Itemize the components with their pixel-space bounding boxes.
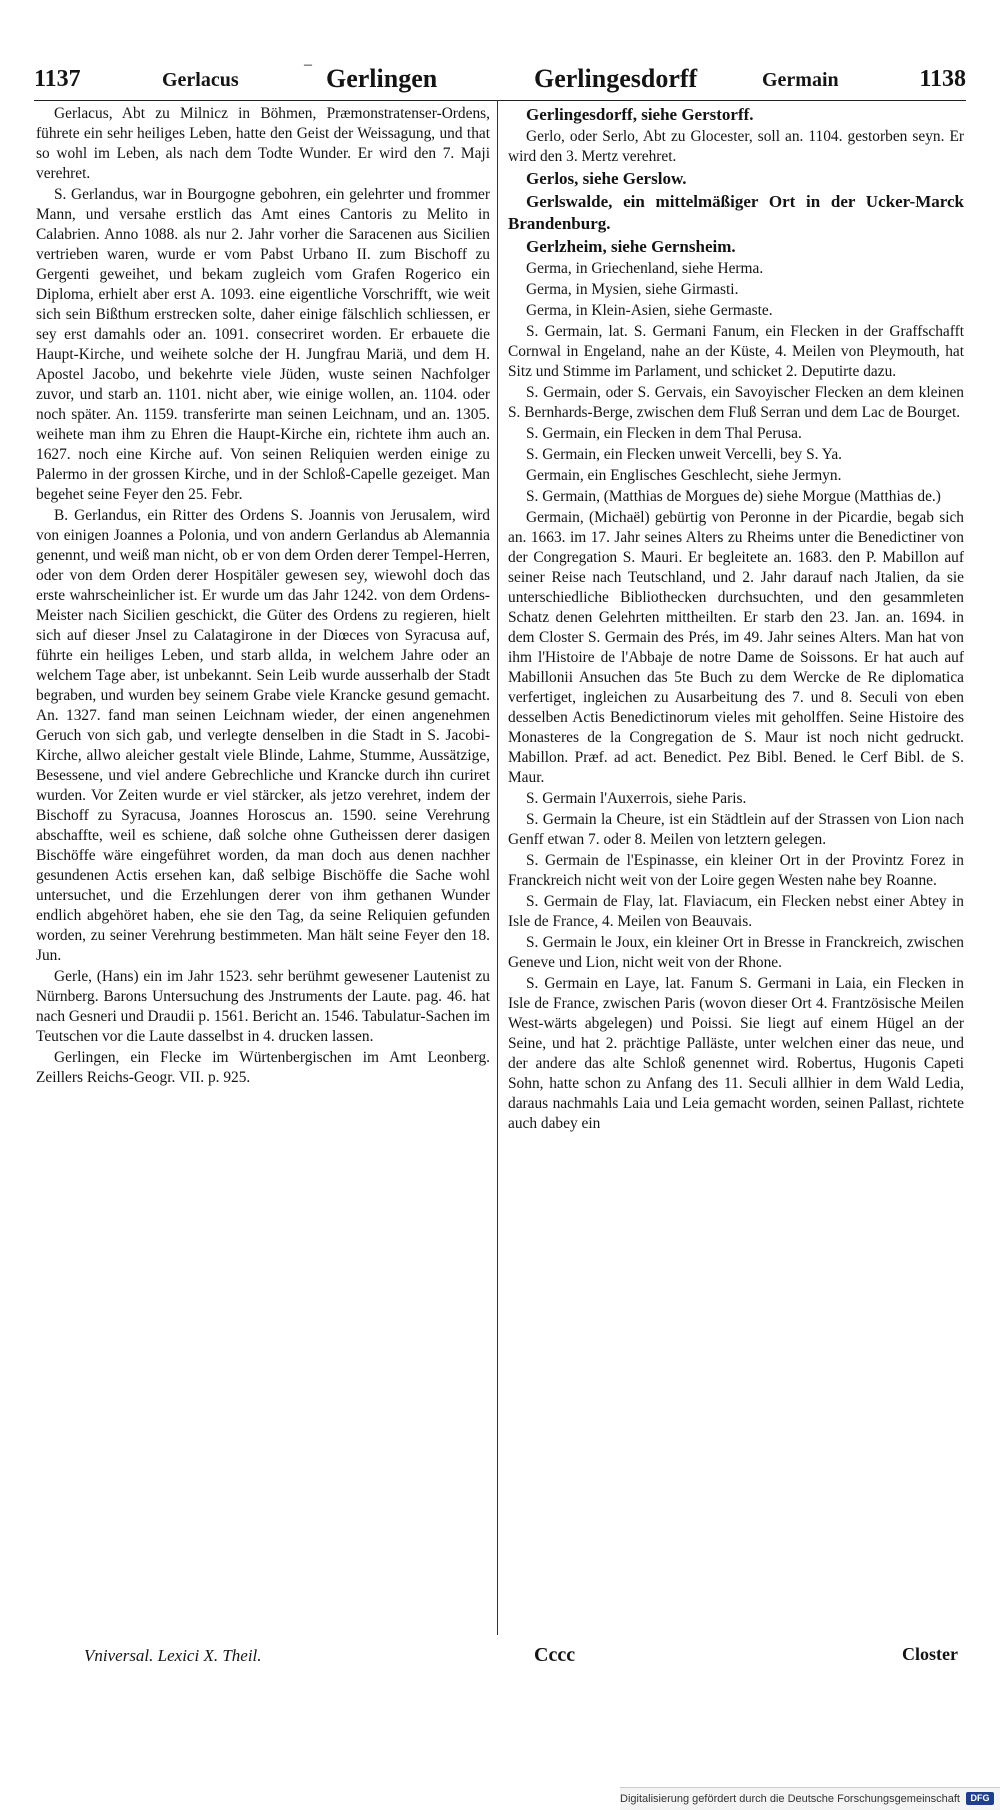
- signature-line: Vniversal. Lexici X. Theil.: [84, 1646, 262, 1665]
- dictionary-entry: Gerle, (Hans) ein im Jahr 1523. sehr berühmt gewesener Lautenist zu Nürnberg. Barons Untersuchung des Jnstruments der Laute. pag. 46. hat nach Gesneri und Draudii p. 1561. Bericht an. 1546. Tabulatur-Sachen im Teutschen vor die Laute dasselbst in 4. drucken lassen.: [36, 968, 490, 1045]
- dictionary-entry: S. Germain en Laye, lat. Fanum S. Germani in Laia, ein Flecken in Isle de France, zwischen Paris (wovon dieser Ort 4. Frantzösische Meilen West-wärts abgelegen) und Poissi. Sie liegt auf einem Hügel an der Seine, und hat 2. prächtige Palläste, unter welchen einer das neue, und der andere das alte Schloß genennet wird. Robertus, Hugonis Capeti Sohn, hatte schon zu Anfang des 11. Seculi allhier in dem Wald Ledia, daraus nachmahls Laia und Leia gemacht worden, seinen Pallast, richtete auch dabey ein: [508, 975, 964, 1132]
- column-divider: [497, 100, 498, 1635]
- dfg-credit-bar: [620, 1787, 1000, 1810]
- dictionary-entry: Germa, in Mysien, siehe Girmasti.: [526, 281, 739, 298]
- left-page-number: 1137: [34, 66, 81, 92]
- dictionary-entry: S. Germain, ein Flecken in dem Thal Perusa.: [526, 425, 802, 442]
- dictionary-entry: Gerlingesdorff, siehe Gerstorff.: [526, 105, 754, 124]
- dfg-credit-text: Digitalisierung gefördert durch die Deutsche Forschungsgemeinschaft: [620, 1793, 960, 1805]
- left-column: [36, 104, 490, 1089]
- dictionary-entry: Gerlingen, ein Flecke im Würtenbergischen im Amt Leonberg. Zeillers Reichs-Geogr. VII. p. 925.: [36, 1049, 490, 1086]
- sheet-signature-mark: Cccc: [534, 1644, 576, 1666]
- dictionary-entry: Gerlswalde, ein mittelmäßiger Ort in der Ucker-Marck Brandenburg.: [508, 192, 964, 233]
- right-guide-word: Germain: [762, 69, 839, 91]
- dictionary-entry: S. Germain l'Auxerrois, siehe Paris.: [526, 790, 747, 807]
- dfg-logo-icon: DFG: [966, 1792, 994, 1805]
- left-running-head: Gerlingen: [326, 64, 438, 93]
- right-running-head: Gerlingesdorff: [534, 64, 698, 93]
- dictionary-entry: Gerlacus, Abt zu Milnicz in Böhmen, Præmonstratenser-Ordens, führete ein sehr heiliges Leben, hatte den Geist der Weissagung, und that so wohl im Leben, als nach dem Todte Wunder. Er wird den 7. Maji verehret.: [36, 105, 490, 182]
- dictionary-entry: S. Germain, lat. S. Germani Fanum, ein Flecken in der Graffschafft Cornwal in Engeland, nahe an der Küste, 4. Meilen von Pleymouth, hat Sitz und Stimme im Parlament, und schicket 2. Deputirte dazu.: [508, 323, 964, 380]
- dictionary-entry: S. Germain, ein Flecken unweit Vercelli, bey S. Ya.: [526, 446, 843, 463]
- dictionary-entry: S. Germain de Flay, lat. Flaviacum, ein Flecken nebst einer Abtey in Isle de France, 4. Meilen von Beauvais.: [508, 893, 964, 930]
- dictionary-entry: B. Gerlandus, ein Ritter des Ordens S. Joannis von Jerusalem, wird von einigen Joannes a Polonia, und von andern Gerlandus ab Alemannia genennt, und weiß man nicht, ob er von dem Orden derer Tempel-Herren, oder von dem Orden derer Hospitäler gewesen sey, wiewohl doch das erste wahrscheinlicher ist. Er wurde um das Jahr 1242. von dem Ordens-Meister nach Sicilien geschickt, die Güter des Ordens zu regieren, hielt sich auf dieser Jnsel zu Calatagirone in der Diœces von Syracusa auf, führte ein heiliges Leben, und starb allda, in welchem Jahre oder an welchem Tage aber, ist unbekannt. Sein Leib wurde ausserhalb der Stadt begraben, und wurden bey seinem Grabe viele Krancke gesund gemacht. An. 1327. fand man seinen Leichnam wieder, der einen angenehmen Geruch von sich gab, und verlegte denselben in die Stadt in S. Jacobi-Kirche, allwo aleicher gestalt viele Blinde, Lahme, Stumme, Aussätzige, Besessene, und viel andere Gebrechliche und Krancke durch ihn curiret wurden. Vor Zeiten wurde er viel stärcker, als jetzo verehret, indem der Bischoff zu Syracusa, Joannes Horoscus an. 1590. seine Verehrung abschaffte, weil es schiene, daß solche ohne Gutheissen derer dasigen Bischöffe wäre eingeführet worden, da man doch aus denen nachher gesundenen Actis ersehen kan, daß selbige Bischöffe die Sache wohl untersuchet, und die Erzehlungen derer von ihm gethanen Wunder endlich abgehöret haben, ehe sie den Tag, da seine Reliquien gefunden worden, zu seiner Verehrung bestimmeten. Man hält seine Feyer den 18. Jun.: [36, 507, 490, 964]
- dictionary-entry: Germa, in Griechenland, siehe Herma.: [526, 260, 764, 277]
- catchword: Closter: [902, 1644, 958, 1664]
- dictionary-entry: S. Germain la Cheure, ist ein Städtlein auf der Strassen von Lion nach Genff etwan 7. oder 8. Meilen von letztern gelegen.: [508, 811, 964, 848]
- dictionary-entry: S. Germain le Joux, ein kleiner Ort in Bresse in Franckreich, zwischen Geneve und Lion, nicht weit von der Rhone.: [508, 934, 964, 971]
- dictionary-entry: Gerlzheim, siehe Gernsheim.: [526, 237, 736, 256]
- header-dash: –: [304, 56, 312, 73]
- dictionary-entry: S. Gerlandus, war in Bourgogne gebohren, ein gelehrter und frommer Mann, und versahe erstlich das Amt eines Cantoris zu Melito in Calabrien. Anno 1088. als nur 2. Jahr vorher die Saracenen aus Sicilien vertrieben waren, wurde er vom Pabst Urbano II. zum Bischoff zu Gergenti geweihet, und bekam zugleich vom Grafen Rogerico ein Diploma, erhielt aber erst A. 1093. eine eigentliche Vorschrifft, wie weit sich sein Bißthum erstrecken solte, daher einige fälschlich schliessen, er sey erst damahls oder an. 1091. consecriret worden. Er erbauete die Haupt-Kirche, und weihete solche der H. Jungfrau Mariä, und dem H. Apostel Jacobo, und bekehrte viele Jüden, wuste seinen Nachfolger zuvor, und starb an. 1101. nicht aber, wie einige wollen, an. 1104. oder noch später. An. 1159. transferirte man seinen Leichnam, und an. 1305. weihete man ihm zu Ehren die Haupt-Kirche ein, richtete ihm auch an. 1627. noch eine Kirche auf. Von seinen Reliquien werden einige zu Palermo in der grossen Kirche, und in der Schloß-Capelle gezeiget. Man begehet seine Feyer den 25. Febr.: [36, 186, 490, 503]
- dictionary-entry: Germain, ein Englisches Geschlecht, siehe Jermyn.: [526, 467, 842, 484]
- dictionary-entry: Gerlos, siehe Gerslow.: [526, 169, 687, 188]
- dictionary-entry: Germa, in Klein-Asien, siehe Germaste.: [526, 302, 773, 319]
- page-footer: [34, 1644, 966, 1674]
- dictionary-entry: S. Germain, oder S. Gervais, ein Savoyischer Flecken an dem kleinen S. Bernhards-Berge, zwischen dem Fluß Serran und dem Lac de Bourget.: [508, 384, 964, 421]
- dictionary-entry: S. Germain de l'Espinasse, ein kleiner Ort in der Provintz Forez in Franckreich nicht weit von der Loire gegen Westen nahe bey Roanne.: [508, 852, 964, 889]
- dictionary-entry: Gerlo, oder Serlo, Abt zu Glocester, soll an. 1104. gestorben seyn. Er wird den 3. Mertz verehret.: [508, 128, 964, 165]
- page-header: [34, 56, 966, 101]
- right-page-number: 1138: [919, 66, 966, 92]
- dictionary-entry: Germain, (Michaël) gebürtig von Peronne in der Picardie, begab sich an. 1663. im 17. Jahr seines Alters zu Rheims unter die Benedictiner von der Congregation S. Mauri. Er begleitete an. 1683. den P. Mabillon auf seiner Reise nach Teutschland, und 2. Jahr darauf nach Jtalien, da sie unterschiedliche Bibliothecken durchsuchten, und den gesammleten Schatz denen Gelehrten mittheilten. Er starb den 23. Jan. an. 1694. in dem Closter S. Germain des Prés, im 49. Jahr seines Alters. Man hat von ihm l'Histoire de l'Abbaje de notre Dame de Soissons. Er hat auch auf Mabillonii Ansuchen das 5te Buch zu dem Wercke de Re diplomatica verfertiget, ingleichen zu Ausarbeitung des 7. und 8. Seculi von eben desselben Actis Benedictinorum vieles mit geholffen. Seine Histoire des Monasteres de la Congregation de S. Maur ist noch nicht gedruckt. Mabillon. Præf. ad act. Benedict. Pez Bibl. Bened. le Cerf Bibl. de S. Maur.: [508, 509, 964, 786]
- left-guide-word: Gerlacus: [162, 69, 239, 91]
- right-column: [508, 104, 964, 1135]
- dictionary-entry: S. Germain, (Matthias de Morgues de) siehe Morgue (Matthias de.): [526, 488, 941, 505]
